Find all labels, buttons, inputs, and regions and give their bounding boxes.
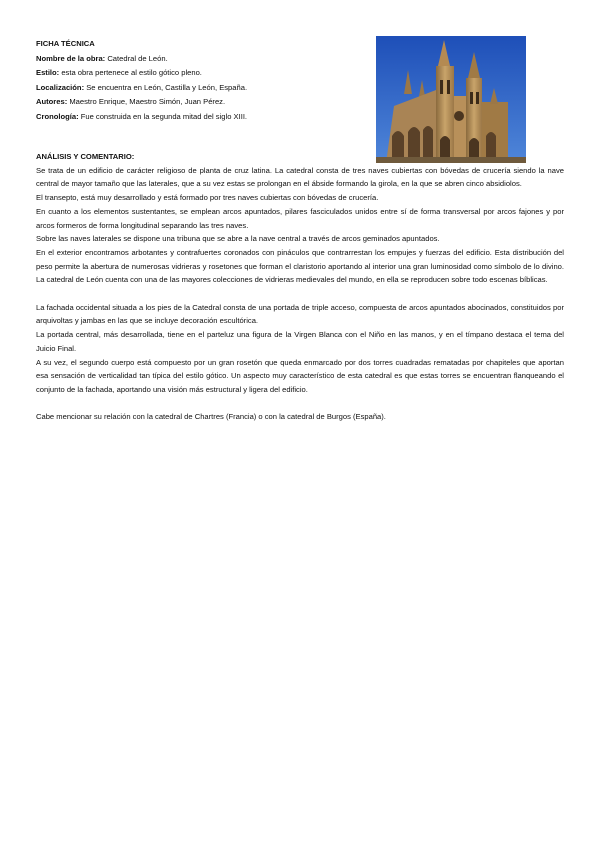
ficha-value: Maestro Enrique, Maestro Simón, Juan Pérez. [67,97,226,106]
analisis-comentario [36,150,564,424]
paragraph: La portada central, más desarrollada, tiene en el parteluz una figura de la Virgen Blanca con el Niño en las manos, y en el tímpano destaca el tema del Juicio Final. [36,330,564,353]
ficha-label: Nombre de la obra: [36,53,106,63]
spacer [36,397,564,411]
paragraph: Sobre las naves laterales se dispone una tribuna que se abre a la nave central a través de arcos geminados apuntados. [36,234,440,244]
paragraph: El transepto, está muy desarrollado y está formado por tres naves cubiertas con bóvedas de crucería. [36,193,379,203]
paragraph: A su vez, el segundo cuerpo está compuesto por un gran rosetón que queda enmarcado por dos torres cuadradas rematadas por chapiteles que aportan esa sensación de verticalidad tan típica del estilo gótico. Un aspecto muy característico de esta catedral es que estas torres se encuentran flanqueando el conjunto de la fachada, aportando una visión más estructural y ligera del edificio. [36,357,564,394]
ficha-value: Se encuentra en León, Castilla y León, España. [84,82,248,92]
ficha-label: Autores: [36,97,68,106]
ficha-value: Catedral de León. [105,53,168,63]
paragraph: La fachada occidental situada a los pies de la Catedral consta de una portada de triple acceso, compuesta de arcos apuntados abocinados, constituidos por arquivoltas y jambas en las que se incluye decoración escultórica. [36,302,564,326]
ficha-label: Localización: [36,82,85,92]
ficha-value: Fue construida en la segunda mitad del siglo XIII. [78,111,248,121]
ficha-label: Estilo: [36,68,60,77]
ficha-value: esta obra pertenece al estilo gótico pleno. [59,68,202,77]
analisis-heading: ANÁLISIS Y COMENTARIO: [36,152,135,161]
ficha-row-localizacion [36,81,366,96]
paragraph: En cuanto a los elementos sustentantes, se emplean arcos apuntados, pilares fasciculados unidos entre sí de forma transversal por arcos fajones y por arcos formeros de forma longitudinal separando las tres naves. [36,206,564,230]
ficha-tecnica [36,37,366,124]
paragraph: Cabe mencionar su relación con la catedral de Chartres (Francia) o con la catedral de Burgos (España). [36,412,386,422]
ficha-label: Cronología: [36,111,79,121]
ficha-row-nombre [36,52,366,67]
ficha-row-autores [36,95,366,110]
ficha-row-estilo [36,66,366,81]
ficha-heading: FICHA TÉCNICA [36,39,95,48]
paragraph: Se trata de un edificio de carácter religioso de planta de cruz latina. La catedral consta de tres naves cubiertas con bóvedas de crucería siendo la nave central de mayor tamaño que las laterales, que a su vez estas se prolongan en el ábside formando la girola, en la que se abren cinco absidiolos. [36,165,564,189]
ficha-row-cronologia [36,110,366,125]
cathedral-photo [376,36,526,163]
spacer [36,287,564,301]
paragraph: En el exterior encontramos arbotantes y contrafuertes coronados con pináculos que contrarrestan los empujes y fuerzas del edificio. Esta distribución del peso permite la abertura de numerosas vidrieras y rosetones que forman el claristorio aportando al interior una gran luminosidad como símbolo de lo divino. La catedral de León cuenta con una de las mayores colecciones de vidrieras medievales del mundo, en ella se reproducen sobre todo escenas bíblicas. [36,247,564,285]
